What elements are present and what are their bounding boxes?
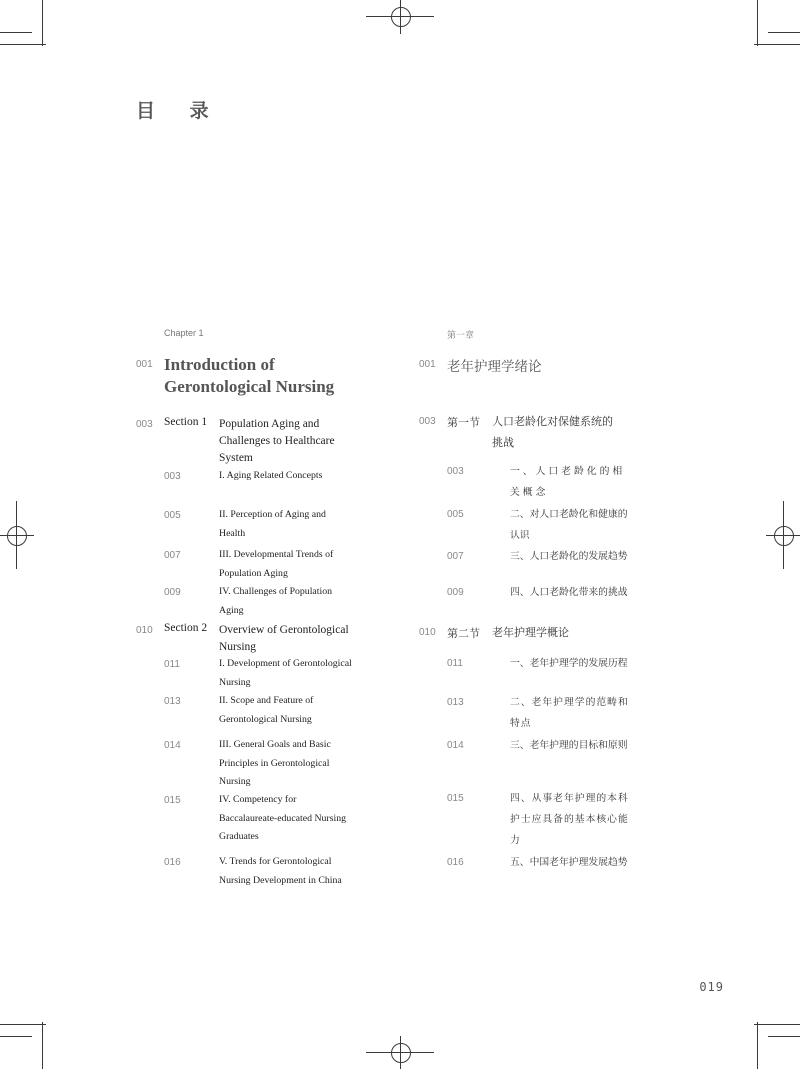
section-title[interactable]: 人口老龄化对保健系统的挑战 xyxy=(492,415,613,449)
item-page: 015 xyxy=(447,793,464,804)
item-page: 009 xyxy=(447,587,464,598)
toc-item[interactable]: III. Developmental Trends of Population Aging xyxy=(219,549,334,579)
toc-item[interactable]: 三、人口老龄化的发展趋势 xyxy=(510,551,628,562)
section-label: Section 1 xyxy=(164,416,208,428)
item-page: 013 xyxy=(447,697,464,708)
page-heading: 目 录 xyxy=(136,100,223,122)
toc-item[interactable]: 四、从事老年护理的本科护士应具备的基本核心能力 xyxy=(510,793,629,846)
item-page: 003 xyxy=(447,466,464,477)
toc-item[interactable]: III. General Goals and Basic Principles in Gerontological Nursing xyxy=(219,739,331,787)
chapter-label: 第一章 xyxy=(447,330,475,340)
toc-item[interactable]: 一、人口老龄化的相关概念 xyxy=(510,466,626,498)
toc-item[interactable]: V. Trends for Gerontological Nursing Development in China xyxy=(219,856,342,886)
toc-item[interactable]: 二、对人口老龄化和健康的认识 xyxy=(510,509,628,541)
toc-item[interactable]: 二、老年护理学的范畴和特点 xyxy=(510,697,629,729)
section-page: 003 xyxy=(136,419,153,430)
toc-item[interactable]: 五、中国老年护理发展趋势 xyxy=(510,857,628,868)
section-page: 010 xyxy=(136,625,153,636)
toc-item[interactable]: 一、老年护理学的发展历程 xyxy=(510,658,628,669)
item-page: 005 xyxy=(447,509,464,520)
toc-item[interactable]: II. Perception of Aging and Health xyxy=(219,509,326,539)
item-page: 015 xyxy=(164,795,181,806)
section-page: 010 xyxy=(419,627,436,638)
page-number: 019 xyxy=(699,980,724,994)
toc-item[interactable]: IV. Competency for Baccalaureate-educated Nursing Graduates xyxy=(219,794,347,842)
chapter-page: 001 xyxy=(419,359,436,370)
chapter-label: Chapter 1 xyxy=(164,328,204,338)
section-label: 第一节 xyxy=(447,416,480,429)
item-page: 016 xyxy=(447,857,464,868)
item-page: 014 xyxy=(164,740,181,751)
section-label: 第二节 xyxy=(447,627,480,640)
item-page: 003 xyxy=(164,471,181,482)
item-page: 016 xyxy=(164,857,181,868)
item-page: 007 xyxy=(447,551,464,562)
section-label: Section 2 xyxy=(164,622,208,634)
section-title[interactable]: 老年护理学概论 xyxy=(492,626,569,639)
item-page: 014 xyxy=(447,740,464,751)
toc-item[interactable]: 四、人口老龄化带来的挑战 xyxy=(510,587,628,598)
toc-item[interactable]: IV. Challenges of Population Aging xyxy=(219,586,333,616)
item-page: 005 xyxy=(164,510,181,521)
toc-item[interactable]: I. Development of Gerontological Nursing xyxy=(219,658,352,688)
toc-item[interactable]: II. Scope and Feature of Gerontological Nursing xyxy=(219,695,314,725)
item-page: 007 xyxy=(164,550,181,561)
item-page: 009 xyxy=(164,587,181,598)
section-page: 003 xyxy=(419,416,436,427)
item-page: 011 xyxy=(447,658,463,669)
toc-item[interactable]: 三、老年护理的目标和原则 xyxy=(510,740,628,751)
section-title[interactable]: Overview of Gerontological Nursing xyxy=(219,624,349,653)
item-page: 011 xyxy=(164,659,180,670)
toc-item[interactable]: I. Aging Related Concepts xyxy=(219,470,323,481)
chapter-title[interactable]: 老年护理学绪论 xyxy=(447,359,542,375)
chapter-page: 001 xyxy=(136,359,153,370)
item-page: 013 xyxy=(164,696,181,707)
chapter-title[interactable]: Introduction of Gerontological Nursing xyxy=(164,355,335,396)
section-title[interactable]: Population Aging and Challenges to Healthcare System xyxy=(219,418,335,464)
